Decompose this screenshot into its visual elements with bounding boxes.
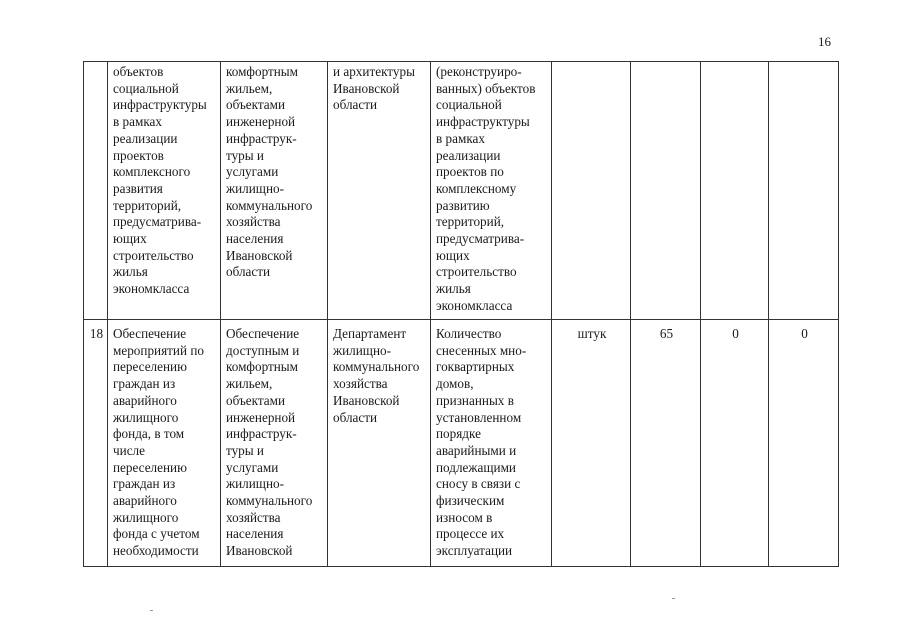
activity-cell: объектов социальной инфраструктуры в рамках реализации проектов комплексного развития территорий, предусматрива- ющих строительство жилья экономкласса <box>108 62 221 320</box>
scan-speck <box>150 610 153 611</box>
unit-cell <box>552 62 631 320</box>
scan-speck <box>672 598 675 599</box>
value-cell-2 <box>701 62 769 320</box>
row-number-cell: 18 <box>84 320 108 567</box>
value-cell-3 <box>769 62 839 320</box>
value-cell-2: 0 <box>701 320 769 567</box>
program-cell: Обеспечение доступным и комфортным жильем, объектами инженерной инфраструк- туры и услугами жилищно- коммунального хозяйства населения Ивановской <box>221 320 328 567</box>
value-cell-1 <box>631 62 701 320</box>
program-table <box>83 61 839 567</box>
indicator-cell: (реконструиро- ванных) объектов социальной инфраструктуры в рамках реализации проектов по комплексному развитию территорий, предусматрива- ющих строительство жилья экономкласса <box>431 62 552 320</box>
value-cell-3: 0 <box>769 320 839 567</box>
table-row <box>84 320 839 567</box>
executor-cell: и архитектуры Ивановской области <box>328 62 431 320</box>
indicator-cell: Количество снесенных мно- гоквартирных домов, признанных в установленном порядке аварийными и подлежащими сносу в связи с физическим износом в процессе их эксплуатации <box>431 320 552 567</box>
value-cell-1: 65 <box>631 320 701 567</box>
activity-cell: Обеспечение мероприятий по переселению граждан из аварийного жилищного фонда, в том числе переселению граждан из аварийного жилищного фонда с учетом необходимости <box>108 320 221 567</box>
unit-cell: штук <box>552 320 631 567</box>
row-number-cell <box>84 62 108 320</box>
program-cell: комфортным жильем, объектами инженерной инфраструк- туры и услугами жилищно- коммунального хозяйства населения Ивановской области <box>221 62 328 320</box>
executor-cell: Департамент жилищно- коммунального хозяйства Ивановской области <box>328 320 431 567</box>
page-number: 16 <box>818 34 831 49</box>
table-row <box>84 62 839 320</box>
